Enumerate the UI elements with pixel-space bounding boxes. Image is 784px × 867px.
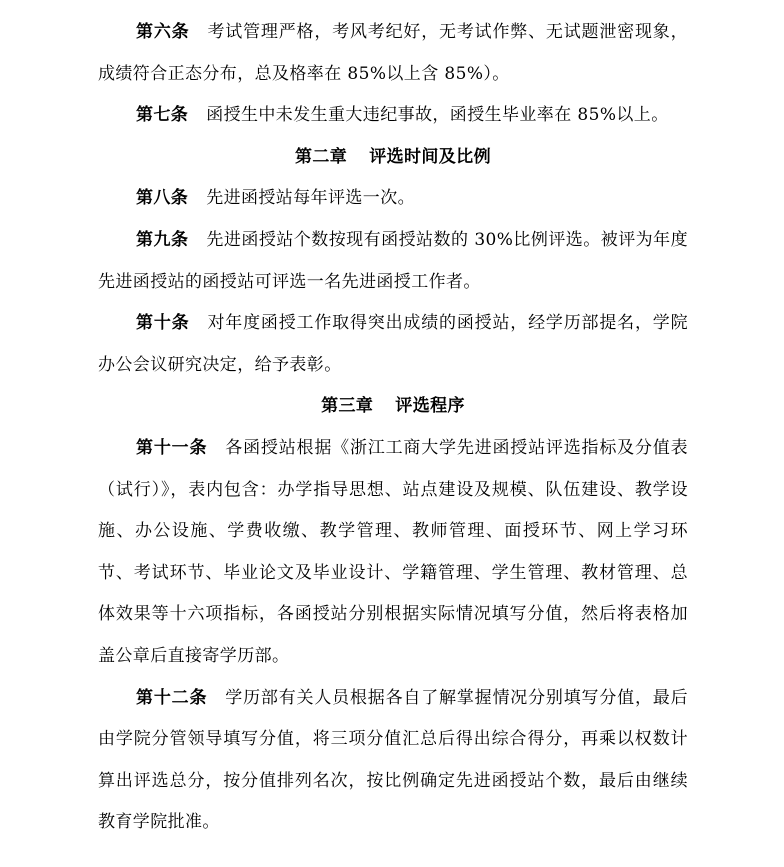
chapter-heading-2 bbox=[98, 137, 688, 179]
article-number: 第十条 bbox=[136, 313, 190, 334]
article-10 bbox=[98, 303, 688, 386]
article-number: 第七条 bbox=[136, 105, 189, 126]
chapter-title: 评选时间及比例 bbox=[369, 146, 491, 167]
article-text: 先进函授站个数按现有函授站数的 30%比例评选。被评为年度先进函授站的函授站可评选一名先进函授工作者。 bbox=[98, 229, 689, 292]
chapter-title: 评选程序 bbox=[395, 396, 465, 417]
article-7 bbox=[98, 95, 688, 137]
article-number: 第十一条 bbox=[136, 437, 208, 458]
article-number: 第十二条 bbox=[136, 687, 208, 708]
chapter-number: 第二章 bbox=[294, 146, 348, 167]
document-body bbox=[98, 12, 688, 844]
article-number: 第六条 bbox=[136, 22, 190, 42]
article-number: 第八条 bbox=[136, 188, 189, 209]
article-text: 函授生中未发生重大违纪事故，函授生毕业率在 85%以上。 bbox=[206, 105, 669, 126]
article-number: 第九条 bbox=[136, 229, 189, 250]
article-text: 学历部有关人员根据各自了解掌握情况分别填写分值，最后由学院分管领导填写分值，将三项分值汇总后得出综合得分，再乘以权数计算出评选总分，按分值排列名次，按比例确定先进函授站个数，最后由继续教育学院批准。 bbox=[98, 687, 688, 833]
article-8 bbox=[98, 178, 688, 220]
chapter-number: 第三章 bbox=[321, 396, 374, 417]
article-text: 先进函授站每年评选一次。 bbox=[206, 188, 416, 209]
chapter-heading-3 bbox=[98, 386, 688, 428]
article-9 bbox=[98, 220, 688, 303]
article-6 bbox=[98, 12, 688, 95]
article-11 bbox=[98, 428, 688, 678]
article-12 bbox=[98, 678, 688, 844]
article-text: 对年度函授工作取得突出成绩的函授站，经学历部提名，学院办公会议研究决定，给予表彰。 bbox=[98, 313, 688, 375]
article-text: 各函授站根据《浙江工商大学先进函授站评选指标及分值表（试行）》，表内包含：办学指导思想、站点建设及规模、队伍建设、教学设施、办公设施、学费收缴、教学管理、教师管理、面授环节、网上学习环节、考试环节、毕业论文及毕业设计、学籍管理、学生管理、教材管理、总体效果等十六项指标，各函授站分别根据实际情况填写分值，然后将表格加盖公章后直接寄学历部。 bbox=[98, 437, 688, 666]
article-text: 考试管理严格，考风考纪好，无考试作弊、无试题泄密现象，成绩符合正态分布，总及格率在 85%以上含 85%）。 bbox=[98, 22, 688, 84]
